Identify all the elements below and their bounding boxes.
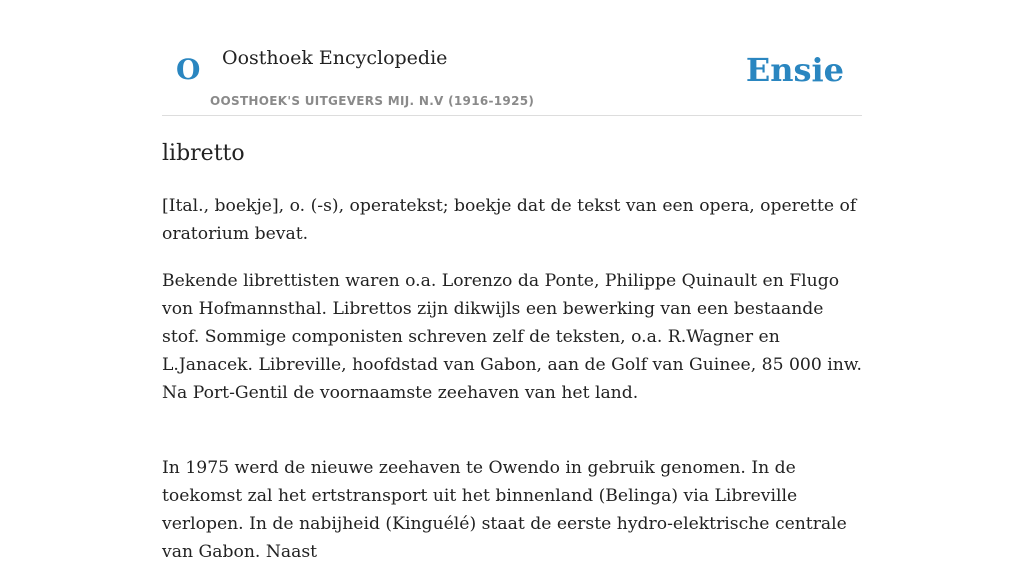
article-paragraph: In 1975 werd de nieuwe zeehaven te Owendo in gebruik genomen. In de toekomst zal het ertstransport uit het binnenland (Belinga) via Libreville verlopen. In de nabijheid (Kinguélé) staat de eerste hydro-elektrische centrale van Gabon. Naast [162, 458, 847, 562]
encyclopedia-title[interactable]: Oosthoek Encyclopedie [222, 47, 448, 69]
article-body [162, 192, 862, 585]
article-title: libretto [162, 141, 245, 166]
article-paragraph: Bekende librettisten waren o.a. Lorenzo da Ponte, Philippe Quinault en Flugo von Hofmannsthal. Librettos zijn dikwijls een bewerking van een bestaande stof. Sommige componisten schreven zelf de teksten, o.a. R.Wagner en L.Janacek. Libreville, hoofdstad van Gabon, aan de Golf van Guinee, 85 000 inw. Na Port-Gentil de voornaamste zeehaven van het land. [162, 271, 862, 403]
encyclopedia-letter-logo: O [176, 53, 201, 86]
publisher-subtitle: OOSTHOEK'S UITGEVERS MIJ. N.V (1916-1925) [210, 94, 535, 108]
site-header [162, 0, 862, 116]
page-container [162, 0, 862, 562]
ensie-brand-link[interactable]: Ensie [745, 51, 844, 89]
paragraph-spacer [162, 426, 862, 454]
article-paragraph-definition: [Ital., boekje], o. (-s), operatekst; boekje dat de tekst van een opera, operette of oratorium bevat. [162, 196, 857, 244]
